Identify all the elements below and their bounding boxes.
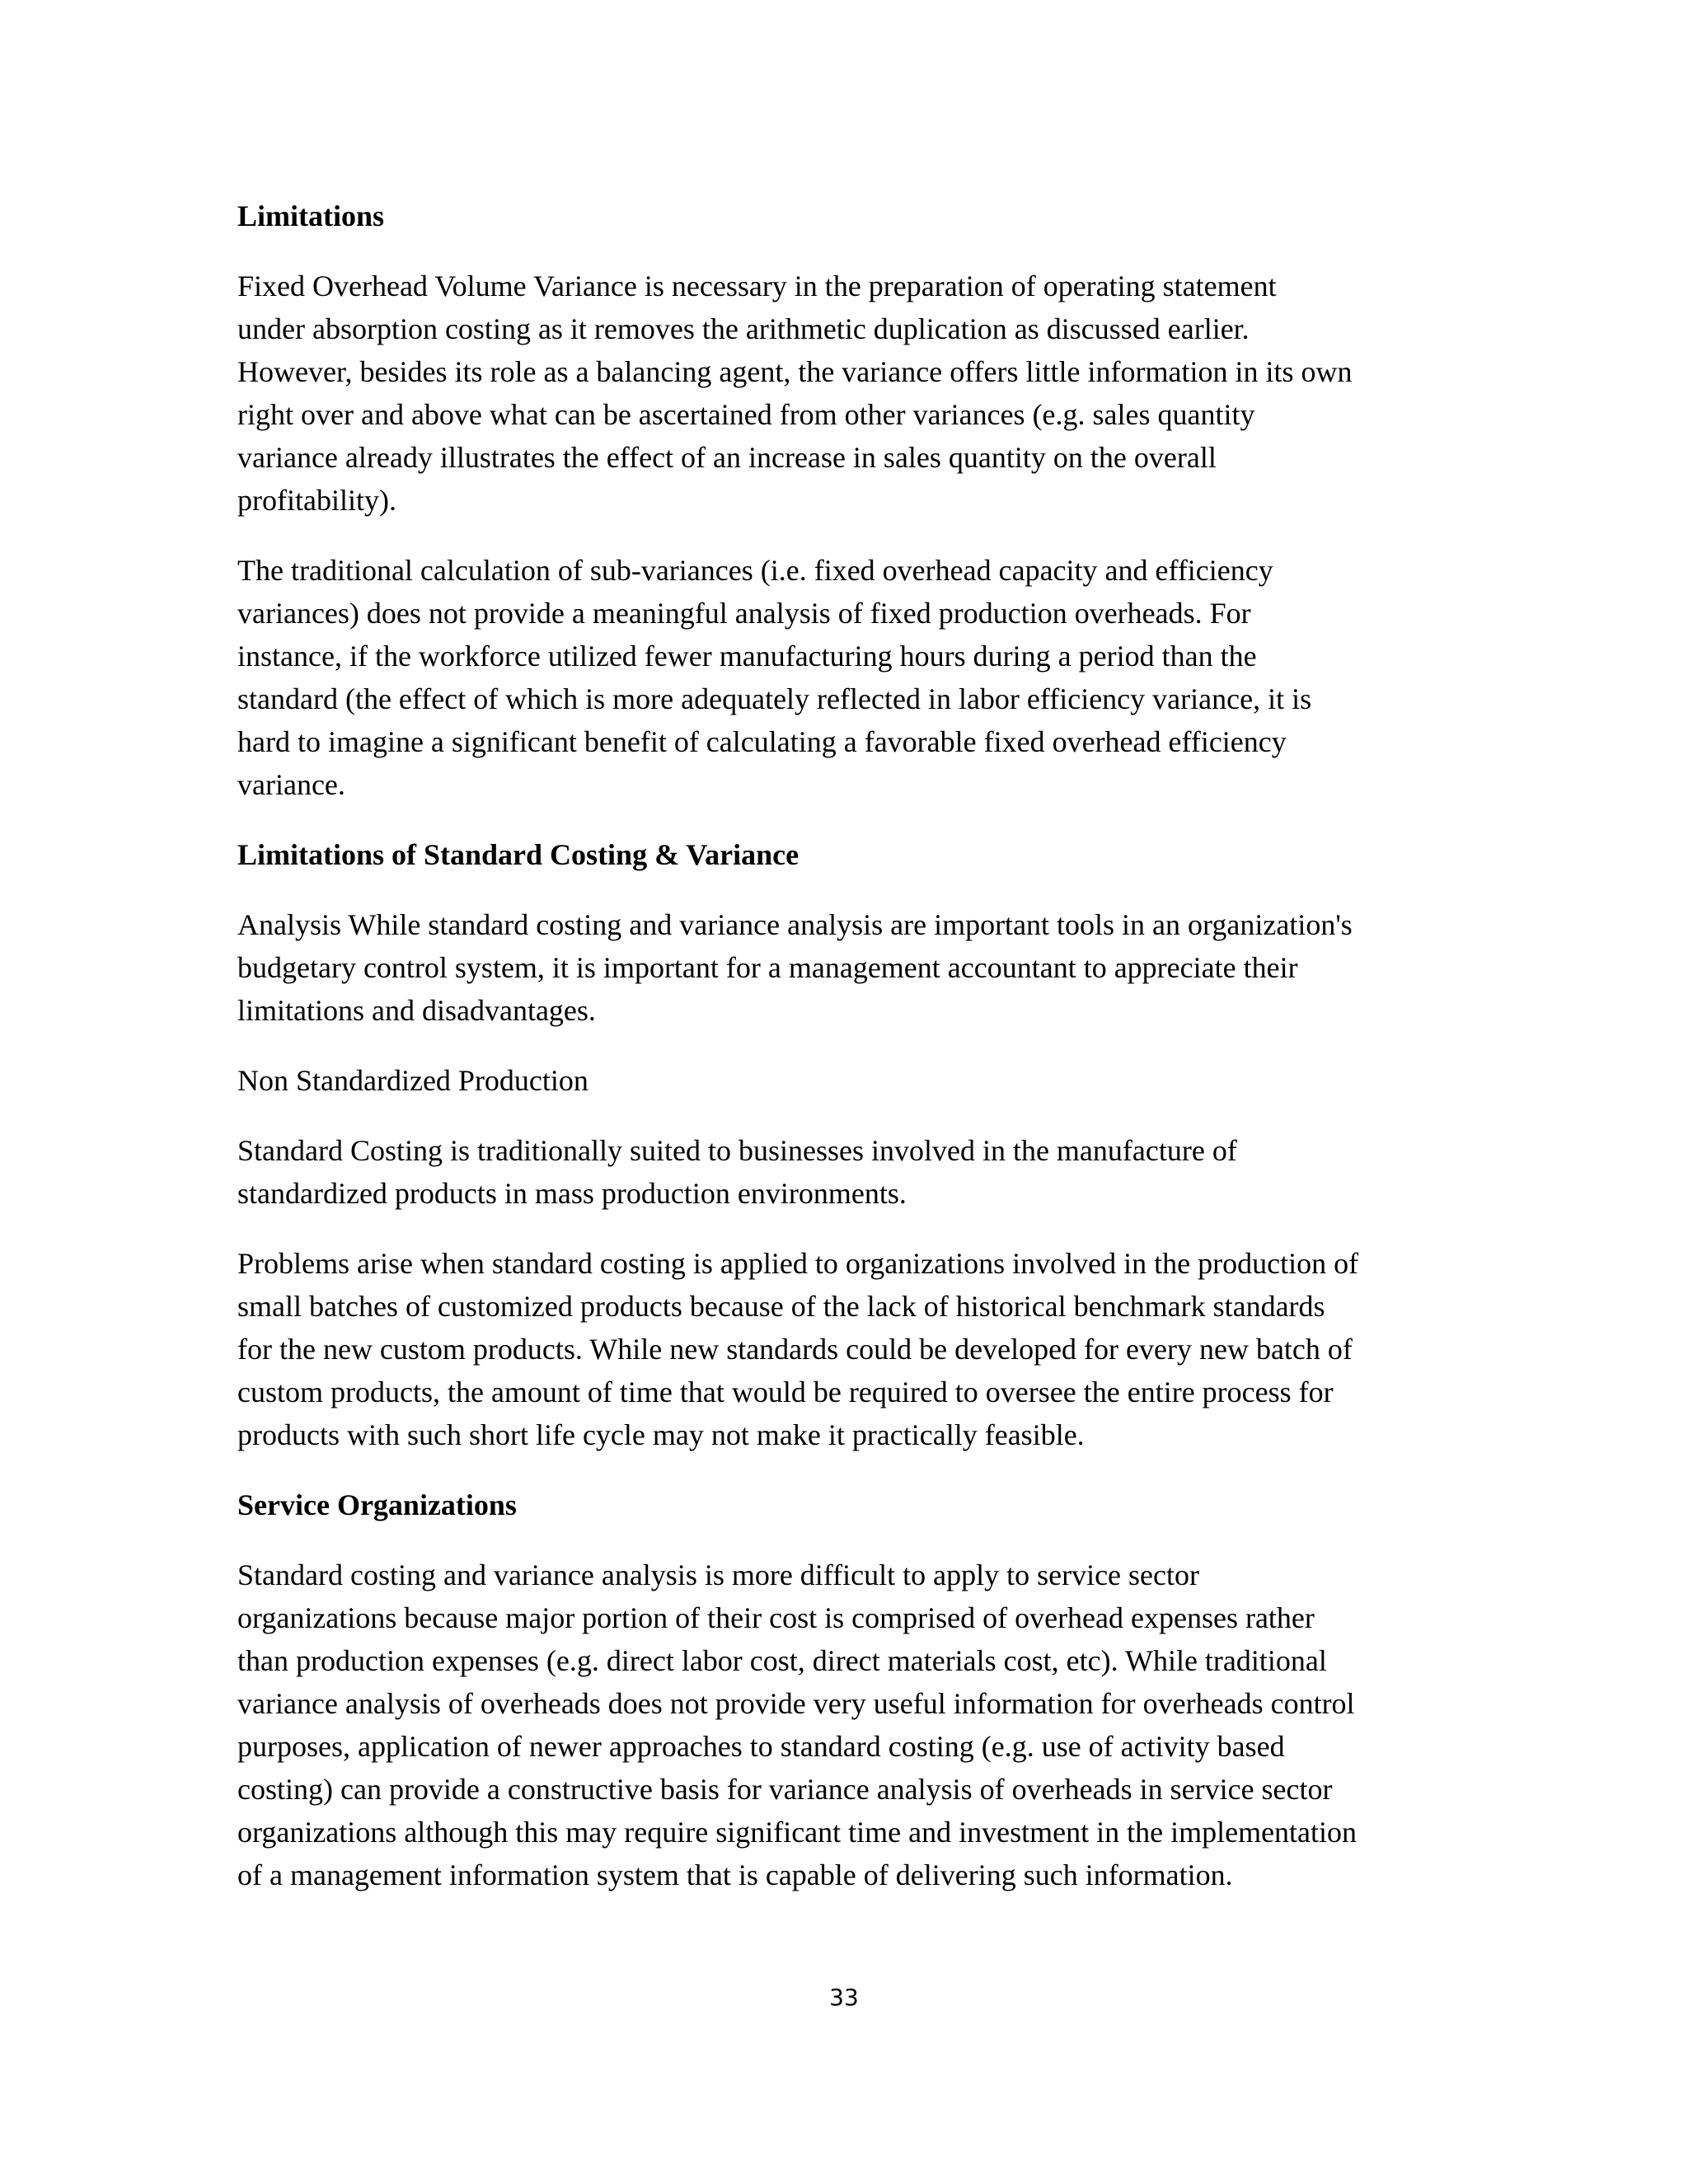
text-line: for the new custom products. While new standards could be developed for every new batch of <box>237 1333 1353 1366</box>
text-line: profitability). <box>237 484 396 517</box>
text-line: Problems arise when standard costing is applied to organizations involved in the production of <box>237 1247 1359 1280</box>
text-line: costing) can provide a constructive basis for variance analysis of overheads in service sector <box>237 1773 1333 1806</box>
text-line: Standard Costing is traditionally suited to businesses involved in the manufacture of <box>237 1134 1237 1167</box>
document-page <box>237 194 1490 1896</box>
section-heading-limitations: Limitations <box>237 199 385 232</box>
text-line: products with such short life cycle may not make it practically feasible. <box>237 1418 1085 1451</box>
text-line: instance, if the workforce utilized fewer manufacturing hours during a period than the <box>237 640 1257 673</box>
page-number: 33 <box>829 1984 859 2011</box>
text-line: of a management information system that is capable of delivering such information. <box>237 1858 1233 1891</box>
paragraph-problems-arise <box>237 1242 1490 1456</box>
text-line: hard to imagine a significant benefit of calculating a favorable fixed overhead efficiency <box>237 725 1287 758</box>
text-line: limitations and disadvantages. <box>237 994 596 1027</box>
section-heading-service-organizations: Service Organizations <box>237 1488 517 1521</box>
text-line: custom products, the amount of time that would be required to oversee the entire process for <box>237 1376 1334 1408</box>
text-line: The traditional calculation of sub-variances (i.e. fixed overhead capacity and efficiency <box>237 554 1273 587</box>
text-line: organizations because major portion of their cost is comprised of overhead expenses rather <box>237 1601 1315 1634</box>
text-line: standard (the effect of which is more adequately reflected in labor efficiency variance, it is <box>237 682 1312 715</box>
text-line: Standard costing and variance analysis is more difficult to apply to service sector <box>237 1558 1199 1591</box>
paragraph-analysis <box>237 903 1490 1032</box>
paragraph-standard-costing-suited <box>237 1129 1490 1215</box>
text-line: than production expenses (e.g. direct labor cost, direct materials cost, etc). While traditional <box>237 1644 1327 1677</box>
text-line: Non Standardized Production <box>237 1064 588 1097</box>
paragraph-fixed-overhead-volume <box>237 265 1490 522</box>
text-line: Analysis While standard costing and variance analysis are important tools in an organization's <box>237 908 1353 941</box>
text-line: However, besides its role as a balancing agent, the variance offers little information in its own <box>237 355 1353 388</box>
text-line: variance analysis of overheads does not provide very useful information for overheads control <box>237 1687 1355 1720</box>
text-line: Fixed Overhead Volume Variance is necessary in the preparation of operating statement <box>237 269 1277 302</box>
text-line: under absorption costing as it removes the arithmetic duplication as discussed earlier. <box>237 312 1250 345</box>
text-line: variance. <box>237 768 345 801</box>
paragraph-service-sector <box>237 1554 1490 1896</box>
subheading-non-standardized-production <box>237 1059 1490 1102</box>
text-line: variances) does not provide a meaningful analysis of fixed production overheads. For <box>237 597 1251 630</box>
text-line: small batches of customized products because of the lack of historical benchmark standards <box>237 1290 1325 1323</box>
section-heading-limitations-standard-costing: Limitations of Standard Costing & Variance <box>237 838 799 871</box>
text-line: variance already illustrates the effect of an increase in sales quantity on the overall <box>237 441 1217 474</box>
text-line: right over and above what can be ascertained from other variances (e.g. sales quantity <box>237 398 1255 431</box>
paragraph-sub-variances <box>237 549 1490 806</box>
text-line: standardized products in mass production environments. <box>237 1177 907 1210</box>
text-line: purposes, application of newer approaches to standard costing (e.g. use of activity based <box>237 1730 1285 1763</box>
text-line: organizations although this may require significant time and investment in the implementation <box>237 1816 1357 1849</box>
text-line: budgetary control system, it is important for a management accountant to appreciate their <box>237 951 1298 984</box>
